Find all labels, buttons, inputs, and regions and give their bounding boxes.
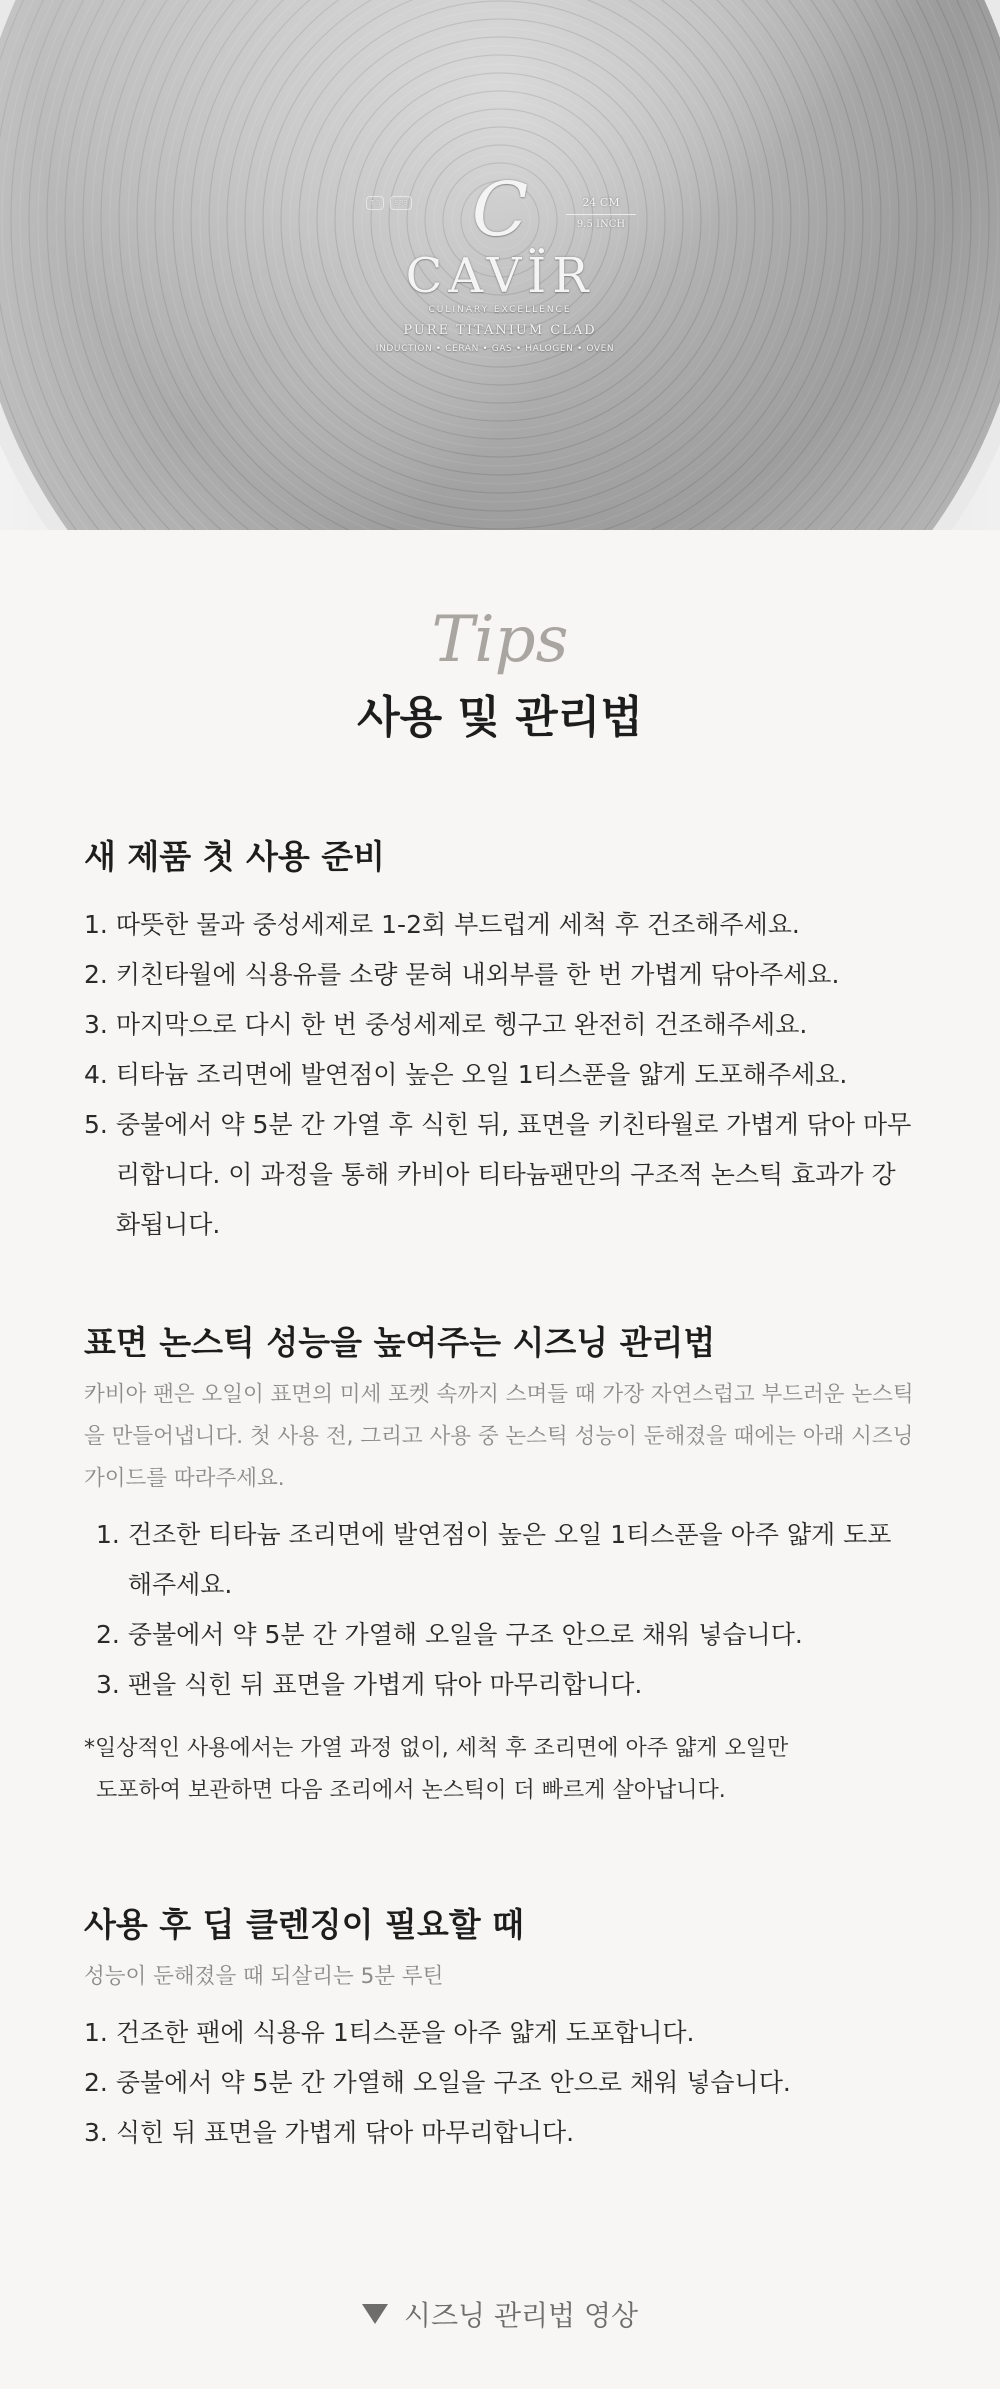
- brand-logo: [365, 167, 635, 356]
- hero-image: [0, 0, 1000, 530]
- step-number: 2.: [84, 2068, 116, 2097]
- step-number: 2.: [96, 1620, 128, 1649]
- list-item: [84, 2108, 914, 2158]
- page-title: 사용 및 관리법: [357, 692, 643, 743]
- logo-monogram: C: [471, 167, 529, 253]
- step-number: 4.: [84, 1060, 116, 1089]
- step-list: [84, 900, 914, 1250]
- step-text: 따뜻한 물과 중성세제로 1-2회 부드럽게 세척 후 건조해주세요.: [115, 910, 800, 939]
- list-item: [84, 2058, 914, 2108]
- section-first-use: [84, 834, 914, 1250]
- step-list: [84, 2008, 914, 2158]
- brand-name: CAVÏR: [405, 248, 595, 304]
- step-text: 마지막으로 다시 한 번 중성세제로 헹구고 완전히 건조해주세요.: [115, 1010, 808, 1039]
- step-number: 1.: [96, 1520, 128, 1549]
- section-title: 새 제품 첫 사용 준비: [84, 837, 385, 876]
- list-item: [84, 1100, 914, 1250]
- step-text: 중불에서 약 5분 간 가열해 오일을 구조 안으로 채워 넣습니다.: [127, 1620, 803, 1649]
- note-line: 도포하여 보관하면 다음 조리에서 논스틱이 더 빠르게 살아납니다.: [96, 1778, 726, 1803]
- list-item: [84, 1510, 914, 1610]
- clad-text: PURE TITANIUM CLAD: [403, 323, 597, 338]
- step-text: 티타늄 조리면에 발연점이 높은 오일 1티스푼을 얇게 도포해주세요.: [115, 1060, 848, 1089]
- usage-note: [84, 1728, 914, 1812]
- list-item: [84, 2008, 914, 2058]
- list-item: [84, 1050, 914, 1100]
- tips-heading: Tips: [431, 603, 569, 677]
- step-number: 3.: [84, 2118, 116, 2147]
- step-text: 건조한 티타늄 조리면에 발연점이 높은 오일 1티스푼을 아주 얇게 도포해주세요.: [127, 1520, 892, 1599]
- certification-mark: SP3: [390, 196, 411, 210]
- triangle-down-icon: [362, 2304, 388, 2324]
- step-text: 식힌 뒤 표면을 가볍게 닦아 마무리합니다.: [115, 2118, 575, 2147]
- section-description: 카비아 팬은 오일이 표면의 미세 포켓 속까지 스며들 때 가장 자연스럽고 부드러운 논스틱을 만들어냅니다. 첫 사용 전, 그리고 사용 중 논스틱 성능이 둔해졌을 때에는 아래 시즈닝 가이드를 따라주세요.: [84, 1382, 914, 1491]
- step-text: 중불에서 약 5분 간 가열해 오일을 구조 안으로 채워 넣습니다.: [115, 2068, 791, 2097]
- step-list: [84, 1510, 914, 1710]
- section-title: 표면 논스틱 성능을 높여주는 시즈닝 관리법: [84, 1323, 716, 1362]
- list-item: [84, 900, 914, 950]
- note-line: *일상적인 사용에서는 가열 과정 없이, 세척 후 조리면에 아주 얇게 오일만: [84, 1736, 789, 1761]
- section-title: 사용 후 딥 클렌징이 필요할 때: [84, 1905, 524, 1944]
- size-cm: 24 CM: [566, 195, 636, 215]
- list-item: [84, 1610, 914, 1660]
- section-deep-clean: [84, 1902, 914, 2158]
- brand-tagline: CULINARY EXCELLENCE: [428, 305, 572, 315]
- step-number: 3.: [84, 1010, 116, 1039]
- step-number: 1.: [84, 2018, 116, 2047]
- step-number: 5.: [84, 1110, 116, 1139]
- step-number: 3.: [96, 1670, 128, 1699]
- step-number: 2.: [84, 960, 116, 989]
- list-item: [84, 1660, 914, 1710]
- list-item: [84, 1000, 914, 1050]
- step-text: 중불에서 약 5분 간 가열 후 식힌 뒤, 표면을 키친타월로 가볍게 닦아 마무리합니다. 이 과정을 통해 카비아 티타늄팬만의 구조적 논스틱 효과가 강화됩니다.: [115, 1110, 912, 1239]
- section-description: 성능이 둔해졌을 때 되살리는 5분 루틴: [84, 1964, 444, 1989]
- step-text: 팬을 식힌 뒤 표면을 가볍게 닦아 마무리합니다.: [127, 1670, 643, 1699]
- size-inch: 9.5 INCH: [576, 219, 626, 230]
- step-text: 건조한 팬에 식용유 1티스푼을 아주 얇게 도포합니다.: [115, 2018, 695, 2047]
- seasoning-video-link[interactable]: [0, 2294, 1000, 2338]
- video-link-label: 시즈닝 관리법 영상: [403, 2299, 639, 2332]
- compatibility-text: INDUCTION • CERAN • GAS • HALOGEN • OVEN: [375, 344, 615, 354]
- section-seasoning: [84, 1320, 914, 1812]
- step-number: 1.: [84, 910, 116, 939]
- certification-mark: TiS: [366, 196, 384, 210]
- list-item: [84, 950, 914, 1000]
- step-text: 키친타월에 식용유를 소량 묻혀 내외부를 한 번 가볍게 닦아주세요.: [115, 960, 840, 989]
